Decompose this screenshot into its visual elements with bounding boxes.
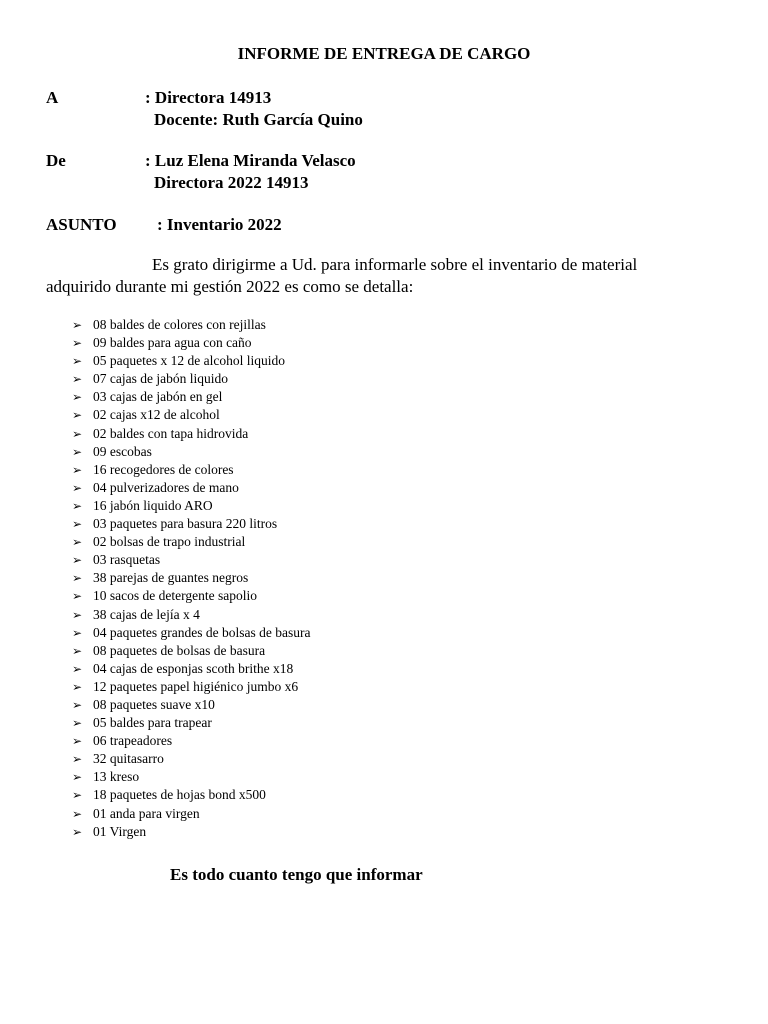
list-item (72, 805, 310, 823)
arrowhead-bullet-icon: ➢ (72, 770, 83, 785)
list-item (72, 515, 310, 533)
recipient-line-2: Docente: Ruth García Quino (154, 110, 363, 129)
list-item (72, 461, 310, 479)
list-item (72, 388, 310, 406)
arrowhead-bullet-icon: ➢ (72, 824, 83, 839)
list-item (72, 714, 310, 732)
list-item-text: 06 trapeadores (93, 733, 173, 749)
subject-label: ASUNTO (46, 215, 117, 234)
recipient-line-1: : Directora 14913 (145, 88, 272, 107)
arrowhead-bullet-icon: ➢ (72, 734, 83, 749)
list-item (72, 750, 310, 768)
arrowhead-bullet-icon: ➢ (72, 390, 83, 405)
closing-line: Es todo cuanto tengo que informar (170, 865, 423, 884)
list-item (72, 497, 310, 515)
list-item-text: 04 cajas de esponjas scoth brithe x18 (93, 660, 294, 676)
inventory-list (72, 316, 310, 841)
list-item-text: 01 Virgen (93, 823, 147, 839)
list-item-text: 09 baldes para agua con caño (93, 335, 252, 351)
list-item (72, 334, 310, 352)
list-item (72, 678, 310, 696)
list-item (72, 370, 310, 388)
intro-line-2: adquirido durante mi gestión 2022 es como se detalla: (46, 277, 414, 296)
list-item (72, 406, 310, 424)
list-item-text: 02 baldes con tapa hidrovida (93, 425, 249, 441)
list-item-text: 07 cajas de jabón liquido (93, 371, 228, 387)
arrowhead-bullet-icon: ➢ (72, 589, 83, 604)
list-item (72, 786, 310, 804)
arrowhead-bullet-icon: ➢ (72, 408, 83, 423)
arrowhead-bullet-icon: ➢ (72, 354, 83, 369)
list-item-text: 02 bolsas de trapo industrial (93, 534, 246, 550)
list-item (72, 533, 310, 551)
list-item-text: 05 paquetes x 12 de alcohol liquido (93, 353, 285, 369)
intro-line-1: Es grato dirigirme a Ud. para informarle sobre el inventario de material (152, 255, 638, 274)
list-item (72, 569, 310, 587)
list-item (72, 443, 310, 461)
recipient-label: A (46, 88, 59, 107)
list-item (72, 587, 310, 605)
list-item-text: 04 pulverizadores de mano (93, 479, 239, 495)
list-item-text: 16 jabón liquido ARO (93, 497, 213, 513)
list-item-text: 08 paquetes de bolsas de basura (93, 642, 266, 658)
list-item (72, 624, 310, 642)
intro-paragraph (46, 254, 726, 298)
arrowhead-bullet-icon: ➢ (72, 607, 83, 622)
arrowhead-bullet-icon: ➢ (72, 661, 83, 676)
list-item (72, 352, 310, 370)
document-title: INFORME DE ENTREGA DE CARGO (237, 44, 531, 63)
arrowhead-bullet-icon: ➢ (72, 788, 83, 803)
list-item (72, 316, 310, 334)
list-item-text: 13 kreso (93, 769, 140, 785)
list-item-text: 01 anda para virgen (93, 805, 200, 821)
list-item (72, 479, 310, 497)
list-item (72, 732, 310, 750)
list-item-text: 16 recogedores de colores (93, 461, 234, 477)
list-item-text: 05 baldes para trapear (93, 715, 212, 731)
arrowhead-bullet-icon: ➢ (72, 426, 83, 441)
list-item (72, 768, 310, 786)
arrowhead-bullet-icon: ➢ (72, 553, 83, 568)
arrowhead-bullet-icon: ➢ (72, 752, 83, 767)
list-item (72, 551, 310, 569)
list-item-text: 32 quitasarro (93, 751, 164, 767)
list-item-text: 03 rasquetas (93, 552, 161, 568)
arrowhead-bullet-icon: ➢ (72, 625, 83, 640)
list-item-text: 08 baldes de colores con rejillas (93, 317, 266, 332)
list-item (72, 606, 310, 624)
sender-line-1: : Luz Elena Miranda Velasco (145, 151, 356, 170)
arrowhead-bullet-icon: ➢ (72, 517, 83, 532)
list-item (72, 660, 310, 678)
sender-label: De (46, 151, 66, 170)
arrowhead-bullet-icon: ➢ (72, 806, 83, 821)
list-item-text: 10 sacos de detergente sapolio (93, 588, 257, 604)
arrowhead-bullet-icon: ➢ (72, 372, 83, 387)
arrowhead-bullet-icon: ➢ (72, 480, 83, 495)
arrowhead-bullet-icon: ➢ (72, 679, 83, 694)
list-item-text: 12 paquetes papel higiénico jumbo x6 (93, 678, 299, 694)
arrowhead-bullet-icon: ➢ (72, 643, 83, 658)
list-item-text: 03 paquetes para basura 220 litros (93, 516, 278, 532)
sender-line-2: Directora 2022 14913 (154, 173, 309, 192)
list-item-text: 04 paquetes grandes de bolsas de basura (93, 624, 311, 640)
list-item-text: 03 cajas de jabón en gel (93, 389, 223, 405)
arrowhead-bullet-icon: ➢ (72, 697, 83, 712)
list-item-text: 38 cajas de lejía x 4 (93, 606, 200, 622)
list-item-text: 08 paquetes suave x10 (93, 696, 215, 712)
arrowhead-bullet-icon: ➢ (72, 462, 83, 477)
list-item-text: 02 cajas x12 de alcohol (93, 407, 220, 423)
list-item (72, 642, 310, 660)
arrowhead-bullet-icon: ➢ (72, 716, 83, 731)
arrowhead-bullet-icon: ➢ (72, 571, 83, 586)
list-item-text: 09 escobas (93, 443, 152, 459)
list-item (72, 425, 310, 443)
arrowhead-bullet-icon: ➢ (72, 498, 83, 513)
list-item (72, 823, 310, 841)
list-item-text: 18 paquetes de hojas bond x500 (93, 787, 266, 803)
subject-value: : Inventario 2022 (157, 215, 282, 234)
list-item-text: 38 parejas de guantes negros (93, 570, 249, 586)
arrowhead-bullet-icon: ➢ (72, 318, 83, 332)
list-item (72, 696, 310, 714)
arrowhead-bullet-icon: ➢ (72, 535, 83, 550)
arrowhead-bullet-icon: ➢ (72, 444, 83, 459)
arrowhead-bullet-icon: ➢ (72, 336, 83, 351)
